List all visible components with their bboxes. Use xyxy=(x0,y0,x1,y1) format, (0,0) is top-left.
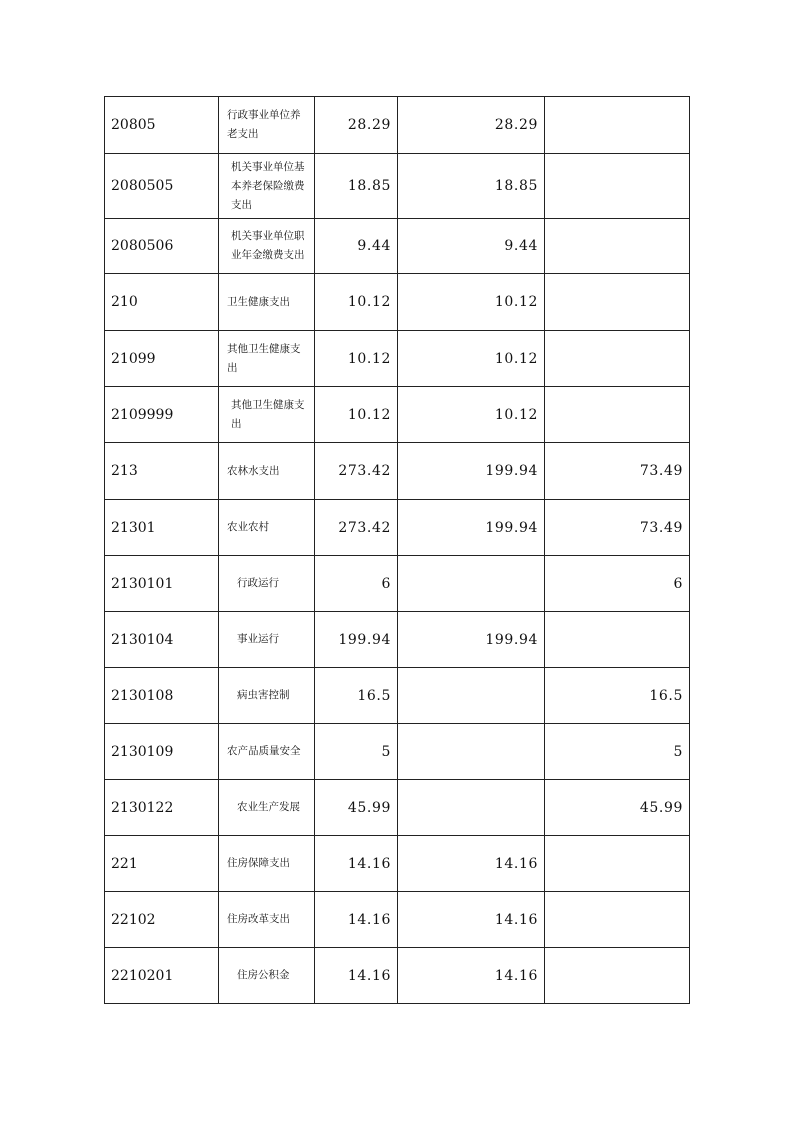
project-expenditure-cell xyxy=(545,97,690,154)
table-row xyxy=(105,387,690,443)
code-cell: 2109999 xyxy=(105,387,219,443)
table-row xyxy=(105,892,690,948)
total-amount-cell: 10.12 xyxy=(315,331,398,387)
code-cell: 2210201 xyxy=(105,948,219,1004)
code-cell: 2130104 xyxy=(105,612,219,668)
total-amount-cell: 273.42 xyxy=(315,500,398,556)
table-row xyxy=(105,274,690,331)
project-expenditure-cell xyxy=(545,892,690,948)
basic-expenditure-cell: 14.16 xyxy=(398,892,545,948)
code-cell: 221 xyxy=(105,836,219,892)
total-amount-cell: 16.5 xyxy=(315,668,398,724)
category-name-cell: 住房改革支出 xyxy=(219,892,315,948)
total-amount-cell: 14.16 xyxy=(315,836,398,892)
basic-expenditure-cell: 10.12 xyxy=(398,274,545,331)
table-row xyxy=(105,724,690,780)
code-cell: 21099 xyxy=(105,331,219,387)
project-expenditure-cell: 73.49 xyxy=(545,500,690,556)
category-name-cell: 住房保障支出 xyxy=(219,836,315,892)
basic-expenditure-cell: 28.29 xyxy=(398,97,545,154)
basic-expenditure-cell: 18.85 xyxy=(398,154,545,219)
category-name-cell: 住房公积金 xyxy=(219,948,315,1004)
project-expenditure-cell xyxy=(545,612,690,668)
total-amount-cell: 5 xyxy=(315,724,398,780)
project-expenditure-cell xyxy=(545,274,690,331)
table-row xyxy=(105,154,690,219)
code-cell: 2130101 xyxy=(105,556,219,612)
category-name-cell: 农业农村 xyxy=(219,500,315,556)
basic-expenditure-cell: 9.44 xyxy=(398,219,545,274)
code-cell: 2130122 xyxy=(105,780,219,836)
table-row xyxy=(105,331,690,387)
project-expenditure-cell: 6 xyxy=(545,556,690,612)
code-cell: 2130108 xyxy=(105,668,219,724)
total-amount-cell: 10.12 xyxy=(315,387,398,443)
category-name-cell: 机关事业单位职业年金缴费支出 xyxy=(219,219,315,274)
table-row xyxy=(105,219,690,274)
basic-expenditure-cell: 14.16 xyxy=(398,948,545,1004)
project-expenditure-cell xyxy=(545,331,690,387)
basic-expenditure-cell xyxy=(398,780,545,836)
basic-expenditure-cell xyxy=(398,668,545,724)
category-name-cell: 农林水支出 xyxy=(219,443,315,500)
code-cell: 20805 xyxy=(105,97,219,154)
basic-expenditure-cell: 199.94 xyxy=(398,500,545,556)
total-amount-cell: 10.12 xyxy=(315,274,398,331)
project-expenditure-cell: 5 xyxy=(545,724,690,780)
table-row xyxy=(105,612,690,668)
total-amount-cell: 9.44 xyxy=(315,219,398,274)
table-row xyxy=(105,668,690,724)
project-expenditure-cell xyxy=(545,219,690,274)
category-name-cell: 事业运行 xyxy=(219,612,315,668)
basic-expenditure-cell: 10.12 xyxy=(398,331,545,387)
code-cell: 210 xyxy=(105,274,219,331)
category-name-cell: 其他卫生健康支出 xyxy=(219,387,315,443)
total-amount-cell: 45.99 xyxy=(315,780,398,836)
basic-expenditure-cell: 199.94 xyxy=(398,443,545,500)
total-amount-cell: 14.16 xyxy=(315,892,398,948)
code-cell: 2080505 xyxy=(105,154,219,219)
table-row xyxy=(105,443,690,500)
basic-expenditure-cell: 199.94 xyxy=(398,612,545,668)
category-name-cell: 行政运行 xyxy=(219,556,315,612)
budget-expenditure-table xyxy=(104,96,690,1004)
category-name-cell: 机关事业单位基本养老保险缴费支出 xyxy=(219,154,315,219)
table-row xyxy=(105,836,690,892)
code-cell: 2130109 xyxy=(105,724,219,780)
total-amount-cell: 199.94 xyxy=(315,612,398,668)
category-name-cell: 其他卫生健康支出 xyxy=(219,331,315,387)
code-cell: 22102 xyxy=(105,892,219,948)
table-body xyxy=(105,97,690,1004)
project-expenditure-cell xyxy=(545,154,690,219)
table-row xyxy=(105,97,690,154)
project-expenditure-cell xyxy=(545,948,690,1004)
table-row xyxy=(105,948,690,1004)
code-cell: 21301 xyxy=(105,500,219,556)
total-amount-cell: 28.29 xyxy=(315,97,398,154)
code-cell: 2080506 xyxy=(105,219,219,274)
project-expenditure-cell: 73.49 xyxy=(545,443,690,500)
basic-expenditure-cell: 14.16 xyxy=(398,836,545,892)
category-name-cell: 行政事业单位养老支出 xyxy=(219,97,315,154)
total-amount-cell: 273.42 xyxy=(315,443,398,500)
total-amount-cell: 18.85 xyxy=(315,154,398,219)
category-name-cell: 农产品质量安全 xyxy=(219,724,315,780)
category-name-cell: 卫生健康支出 xyxy=(219,274,315,331)
category-name-cell: 农业生产发展 xyxy=(219,780,315,836)
total-amount-cell: 14.16 xyxy=(315,948,398,1004)
table-row xyxy=(105,556,690,612)
total-amount-cell: 6 xyxy=(315,556,398,612)
project-expenditure-cell: 45.99 xyxy=(545,780,690,836)
basic-expenditure-cell xyxy=(398,724,545,780)
basic-expenditure-cell xyxy=(398,556,545,612)
project-expenditure-cell xyxy=(545,387,690,443)
basic-expenditure-cell: 10.12 xyxy=(398,387,545,443)
project-expenditure-cell xyxy=(545,836,690,892)
category-name-cell: 病虫害控制 xyxy=(219,668,315,724)
table-row xyxy=(105,500,690,556)
code-cell: 213 xyxy=(105,443,219,500)
project-expenditure-cell: 16.5 xyxy=(545,668,690,724)
table-row xyxy=(105,780,690,836)
